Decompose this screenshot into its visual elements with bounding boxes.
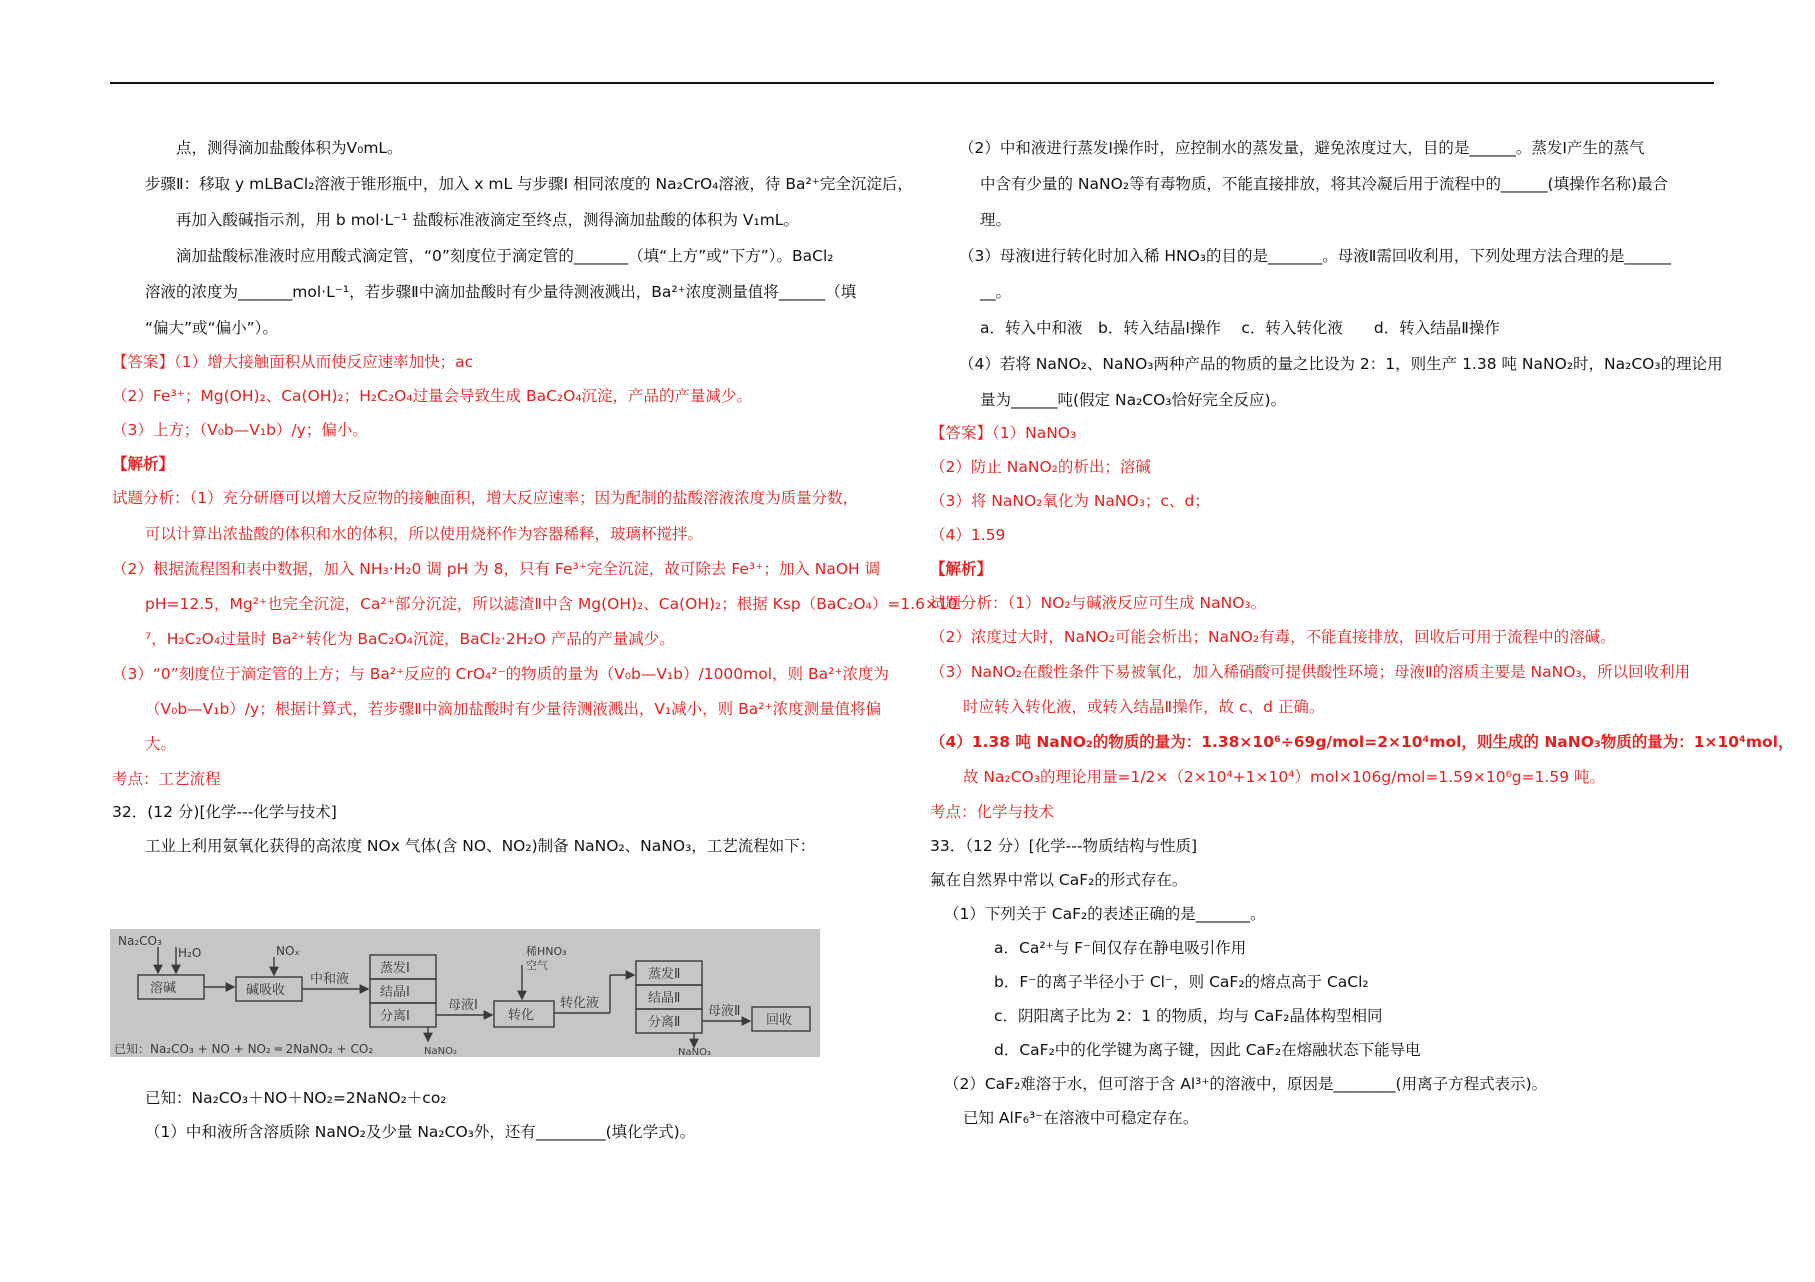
right-line: 【答案】（1）NaNO₃ [930,424,1077,442]
label-dil-hno3: 稀HNO₃ [526,945,567,958]
label-h2o: H₂O [178,946,202,960]
right-line: 时应转入转化液，或转入结晶Ⅱ操作，故 c、d 正确。 [963,698,1325,716]
right-line: （2）防止 NaNO₂的析出；溶碱 [930,458,1151,476]
label-recycle: 回收 [766,1013,793,1028]
left-line: 试题分析：（1）充分研磨可以增大反应物的接触面积，增大反应速率；因为配制的盐酸溶液浓度为质量分数， [112,489,859,507]
label-cryst1: 结晶Ⅰ [380,985,410,1000]
right-line: 氟在自然界中常以 CaF₂的形式存在。 [930,871,1188,889]
right-line: （2）中和液进行蒸发Ⅰ操作时，应控制水的蒸发量，避免浓度过大，目的是______。蒸发Ⅰ产生的蒸气 [959,139,1645,157]
right-line: a．转入中和液 b．转入结晶Ⅰ操作 c．转入转化液 d．转入结晶Ⅱ操作 [980,319,1500,337]
label-cryst2: 结晶Ⅱ [648,991,681,1006]
left-line: 大。 [145,735,177,753]
left-line: 点，测得滴加盐酸体积为V₀mL。 [176,139,403,157]
right-line: c．阴阳离子比为 2：1 的物质，均与 CaF₂晶体构型相同 [994,1007,1383,1025]
left-line: 溶液的浓度为_______mol·L⁻¹，若步骤Ⅱ中滴加盐酸时有少量待测液溅出，Ba²⁺浓度测量值将______（填 [145,283,857,301]
label-absorb: 碱吸收 [246,983,286,998]
left-line: 已知：Na₂CO₃＋NO＋NO₂=2NaNO₂＋co₂ [145,1089,447,1107]
right-line: d．CaF₂中的化学键为离子键，因此 CaF₂在熔融状态下能导电 [994,1041,1421,1059]
left-line: ⁷，H₂C₂O₄过量时 Ba²⁺转化为 BaC₂O₄沉淀，BaCl₂·2H₂O 产品的产量减少。 [145,630,675,648]
right-line: （3）NaNO₂在酸性条件下易被氧化，加入稀硝酸可提供酸性环境；母液Ⅱ的溶质主要是 NaNO₃，所以回收利用 [930,663,1691,681]
label-evap1: 蒸发Ⅰ [380,961,410,976]
label-known: 已知：Na₂CO₃ + NO + NO₂ ═ 2NaNO₂ + CO₂ [114,1042,374,1056]
left-line: （2）根据流程图和表中数据，加入 NH₃·H₂0 调 pH 为 8，只有 Fe³⁺完全沉淀，故可除去 Fe³⁺；加入 NaOH 调 [112,560,881,578]
left-line: （3）上方；（V₀b—V₁b）/y；偏小。 [112,421,368,439]
label-convert: 转化 [508,1008,535,1023]
label-mother2: 母液Ⅱ [708,1004,741,1019]
left-line: 步骤Ⅱ：移取 y mLBaCl₂溶液于锥形瓶中，加入 x mL 与步骤Ⅰ 相同浓度的 Na₂CrO₄溶液，待 Ba²⁺完全沉淀后， [145,175,913,193]
left-line: 工业上利用氨氧化获得的高浓度 NOx 气体(含 NO、NO₂)制备 NaNO₂、NaNO₃，工艺流程如下： [145,837,816,855]
right-line: 试题分析：（1）NO₂与碱液反应可生成 NaNO₃。 [930,594,1267,612]
label-sep2: 分离Ⅱ [648,1015,681,1030]
label-dissolve: 溶碱 [150,981,177,996]
right-line: （3）将 NaNO₂氧化为 NaNO₃；c、d； [930,492,1210,510]
label-mother1: 母液Ⅰ [448,998,478,1013]
right-line: （2）CaF₂难溶于水，但可溶于含 Al³⁺的溶液中，原因是________(用离子方程式表示)。 [944,1075,1548,1093]
left-line: （3）“0”刻度位于滴定管的上方；与 Ba²⁺反应的 CrO₄²⁻的物质的量为（V₀b—V₁b）/1000mol，则 Ba²⁺浓度为 [112,665,889,683]
right-line: （4）1.59 [930,526,1006,544]
label-nox: NOₓ [276,944,300,958]
label-sep1: 分离Ⅰ [380,1009,410,1024]
right-line: 故 Na₂CO₃的理论用量=1/2×（2×10⁴+1×10⁴）mol×106g/mol=1.59×10⁶g=1.59 吨。 [963,768,1606,786]
label-air: 空气 [526,959,548,972]
left-line: （1）中和液所含溶质除 NaNO₂及少量 Na₂CO₃外，还有_________(填化学式)。 [145,1123,696,1141]
process-flow-diagram [110,929,820,1057]
right-line: 【解析】 [930,560,993,578]
label-neutral: 中和液 [310,972,350,987]
label-evap2: 蒸发Ⅱ [648,967,681,982]
label-nano3: NaNO₃ [678,1047,711,1057]
left-line: “偏大”或“偏小”）。 [145,319,278,337]
left-line: （2）Fe³⁺；Mg(OH)₂、Ca(OH)₂；H₂C₂O₄过量会导致生成 BaC₂O₄沉淀，产品的产量减少。 [112,387,753,405]
right-line: （2）浓度过大时，NaNO₂可能会析出；NaNO₂有毒，不能直接排放，回收后可用于流程中的溶碱。 [930,628,1616,646]
right-line: 理。 [980,211,1012,229]
label-conv-liq: 转化液 [560,996,600,1011]
header-rule [110,82,1714,84]
left-line: 可以计算出浓盐酸的体积和水的体积，所以使用烧杯作为容器稀释，玻璃杯搅拌。 [145,525,704,543]
right-line: （3）母液Ⅰ进行转化时加入稀 HNO₃的目的是_______。母液Ⅱ需回收利用，下列处理方法合理的是______ [959,247,1671,265]
right-line: a．Ca²⁺与 F⁻间仅存在静电吸引作用 [994,939,1247,957]
right-line: 量为______吨(假定 Na₂CO₃恰好完全反应)。 [980,391,1287,409]
right-line: （4）若将 NaNO₂、NaNO₃两种产品的物质的量之比设为 2：1，则生产 1.38 吨 NaNO₂时，Na₂CO₃的理论用 [959,355,1723,373]
left-line: 32．(12 分)[化学---化学与技术] [112,803,337,821]
label-nano2: NaNO₂ [424,1046,457,1057]
right-line: 33．（12 分）[化学---物质结构与性质] [930,837,1197,855]
right-line: （4）1.38 吨 NaNO₂的物质的量为：1.38×10⁶÷69g/mol=2×10⁴mol，则生成的 NaNO₃物质的量为：1×10⁴mol， [930,733,1794,751]
left-line: 考点：工艺流程 [112,770,221,788]
right-line: 中含有少量的 NaNO₂等有毒物质，不能直接排放，将其冷凝后用于流程中的______(填操作名称)最合 [980,175,1669,193]
right-line: 考点：化学与技术 [930,803,1055,821]
left-line: 【解析】 [112,455,175,473]
left-line: pH=12.5，Mg²⁺也完全沉淀，Ca²⁺部分沉淀，所以滤渣Ⅱ中含 Mg(OH)₂、Ca(OH)₂；根据 Ksp（BaC₂O₄）=1.6×10⁻ [145,595,966,613]
left-line: 【答案】（1）增大接触面积从而使反应速率加快；ac [112,353,474,371]
right-line: __。 [980,283,1012,301]
label-na2co3: Na₂CO₃ [118,934,162,948]
right-line: （1）下列关于 CaF₂的表述正确的是_______。 [944,905,1266,923]
left-line: （V₀b—V₁b）/y；根据计算式，若步骤Ⅱ中滴加盐酸时有少量待测液溅出，V₁减小，则 Ba²⁺浓度测量值将偏 [145,700,882,718]
right-line: 已知 AlF₆³⁻在溶液中可稳定存在。 [963,1109,1199,1127]
left-line: 再加入酸碱指示剂，用 b mol·L⁻¹ 盐酸标准液滴定至终点，测得滴加盐酸的体积为 V₁mL。 [176,211,799,229]
right-line: b．F⁻的离子半径小于 Cl⁻，则 CaF₂的熔点高于 CaCl₂ [994,973,1369,991]
left-line: 滴加盐酸标准液时应用酸式滴定管，“0”刻度位于滴定管的_______（填“上方”或“下方”）。BaCl₂ [176,247,834,265]
